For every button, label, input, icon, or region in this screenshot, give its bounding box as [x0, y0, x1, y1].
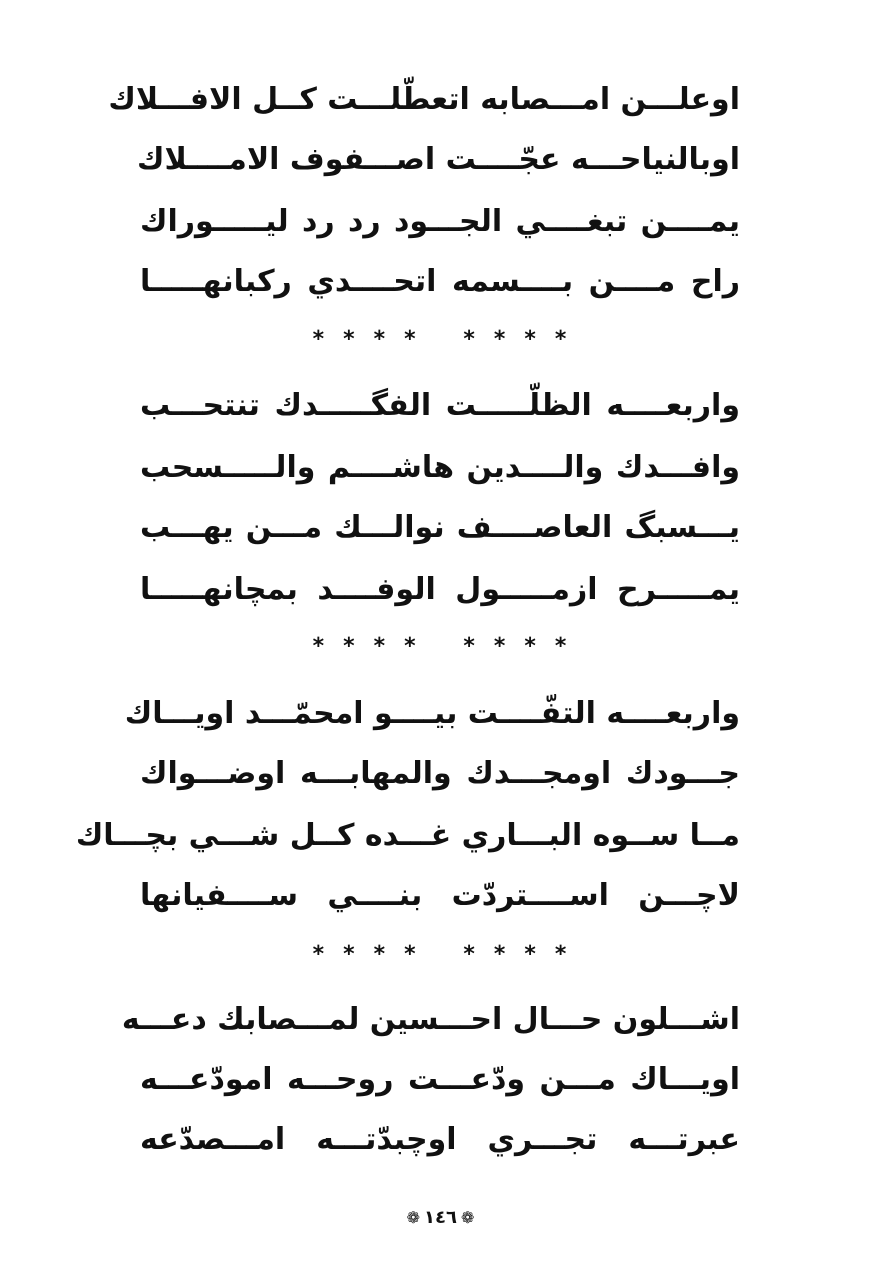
page-footer — [0, 1203, 881, 1233]
poem-line: يمـــــرح ازمـــــول الوفــــد بمچانهـــــا — [140, 572, 740, 607]
poem-line: اويـــاك مـــن ودّعـــت روحـــه امودّعـــه — [140, 1062, 740, 1097]
poem-line: واربعــــه الظلّـــــت الفگـــــدك تنتحـــب — [140, 388, 740, 423]
stanza-separator — [0, 632, 881, 662]
flower-ornament-icon: ❁ — [460, 1208, 475, 1227]
poem-line: عبرتـــه تجـــري اوچبدّتـــه امـــصدّعه — [140, 1122, 740, 1157]
separator-stars: * * * * — [462, 634, 570, 659]
poem-line: واربعــــه التفّــــت بيــــو امحمّـــد اويـــاك — [124, 696, 740, 731]
poem-line: راح مــــن بــــسمه اتحــــدي ركبانهـــــا — [140, 264, 740, 299]
separator-stars: * * * * — [462, 327, 570, 352]
poem-line: اشـــلون حـــال احـــسين لمـــصابك دعـــه — [121, 1002, 740, 1037]
poem-line: وافـــدك والــــدين هاشــــم والـــــسحب — [140, 450, 740, 485]
stanza-separator — [0, 325, 881, 355]
poem-line: يمــــن تبغــــي الجـــود رد رد ليـــــوراك — [140, 204, 740, 239]
flower-ornament-icon: ❁ — [406, 1208, 421, 1227]
separator-stars: * * * * — [311, 942, 419, 967]
poem-line: اوبالنياحـــه عجّــــت اصـــفوف الامــــلاك — [136, 142, 740, 177]
separator-stars: * * * * — [462, 942, 570, 967]
poem-line: لاچـــن اســــتردّت بنــــي ســــفيانها — [140, 878, 740, 913]
poem-line: جـــودك اومجـــدك والمهابـــه اوضـــواك — [140, 756, 740, 791]
poem-line: يـــسبگ العاصــــف نوالـــك مـــن يهـــب — [140, 510, 740, 545]
separator-stars: * * * * — [311, 327, 419, 352]
poem-line: اوعلـــن امـــصابه اتعطّلـــت كــل الافـــلاك — [108, 82, 740, 117]
stanza-separator — [0, 940, 881, 970]
poem-line: مــا ســوه البـــاري غـــده كــل شـــي بچـــاك — [75, 818, 740, 853]
separator-stars: * * * * — [311, 634, 419, 659]
page-number: ١٤٦ — [424, 1207, 457, 1228]
